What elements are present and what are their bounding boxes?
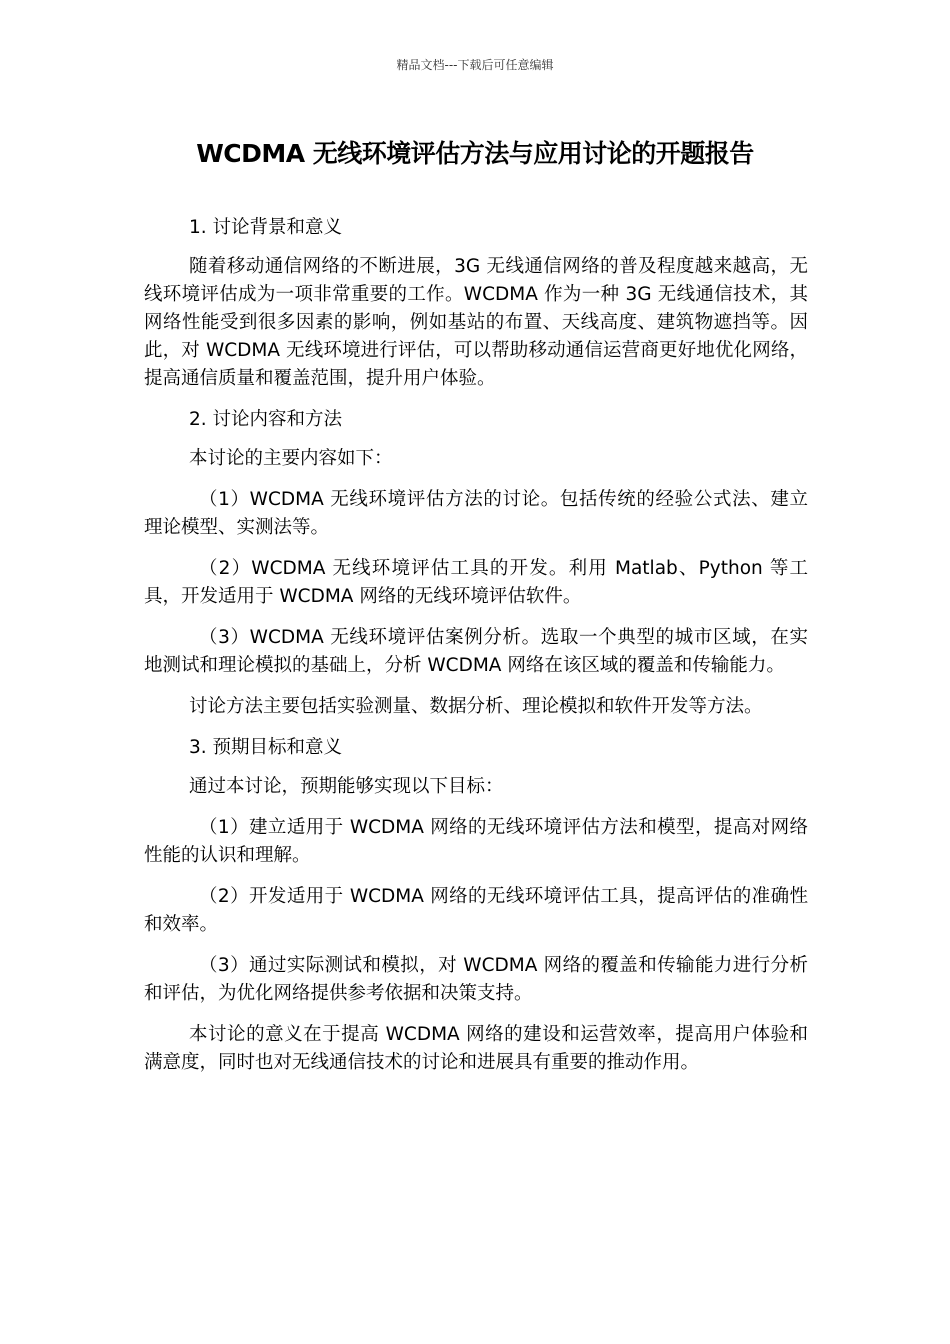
section-3-item-1: （1）建立适用于 WCDMA 网络的无线环境评估方法和模型，提高对网络性能的认识和理解。 (144, 817, 808, 866)
section-2-heading: 2. 讨论内容和方法 (189, 409, 343, 430)
section-2-item-3: （3）WCDMA 无线环境评估案例分析。选取一个典型的城市区域，在实地测试和理论模拟的基础上，分析 WCDMA 网络在该区域的覆盖和传输能力。 (144, 627, 808, 676)
section-2-item-2: （2）WCDMA 无线环境评估工具的开发。利用 Matlab、Python 等工具，开发适用于 WCDMA 网络的无线环境评估软件。 (144, 558, 808, 607)
section-3-item-3: （3）通过实际测试和模拟，对 WCDMA 网络的覆盖和传输能力进行分析和评估，为优化网络提供参考依据和决策支持。 (144, 955, 808, 1004)
section-3-heading: 3. 预期目标和意义 (189, 737, 343, 758)
section-2-intro: 本讨论的主要内容如下： (189, 448, 393, 469)
document-body (144, 214, 808, 1090)
header-note: 精品文档---下载后可任意编辑 (396, 58, 554, 72)
section-2-item-1: （1）WCDMA 无线环境评估方法的讨论。包括传统的经验公式法、建立理论模型、实测法等。 (144, 489, 808, 538)
section-3-intro: 通过本讨论，预期能够实现以下目标： (189, 776, 504, 797)
section-1-heading: 1. 讨论背景和意义 (189, 217, 343, 238)
section-3-item-2: （2）开发适用于 WCDMA 网络的无线环境评估工具，提高评估的准确性和效率。 (144, 886, 808, 935)
section-3-conclusion: 本讨论的意义在于提高 WCDMA 网络的建设和运营效率，提高用户体验和满意度，同时也对无线通信技术的讨论和进展具有重要的推动作用。 (144, 1024, 808, 1073)
document-title: WCDMA 无线环境评估方法与应用讨论的开题报告 (196, 139, 754, 168)
section-1-paragraph: 随着移动通信网络的不断进展，3G 无线通信网络的普及程度越来越高，无线环境评估成为一项非常重要的工作。WCDMA 作为一种 3G 无线通信技术，其网络性能受到很多因素的影响，例如基站的布置、天线高度、建筑物遮挡等。因此，对 WCDMA 无线环境进行评估，可以帮助移动通信运营商更好地优化网络，提高通信质量和覆盖范围，提升用户体验。 (144, 256, 808, 389)
section-2-method: 讨论方法主要包括实验测量、数据分析、理论模拟和软件开发等方法。 (189, 696, 763, 717)
